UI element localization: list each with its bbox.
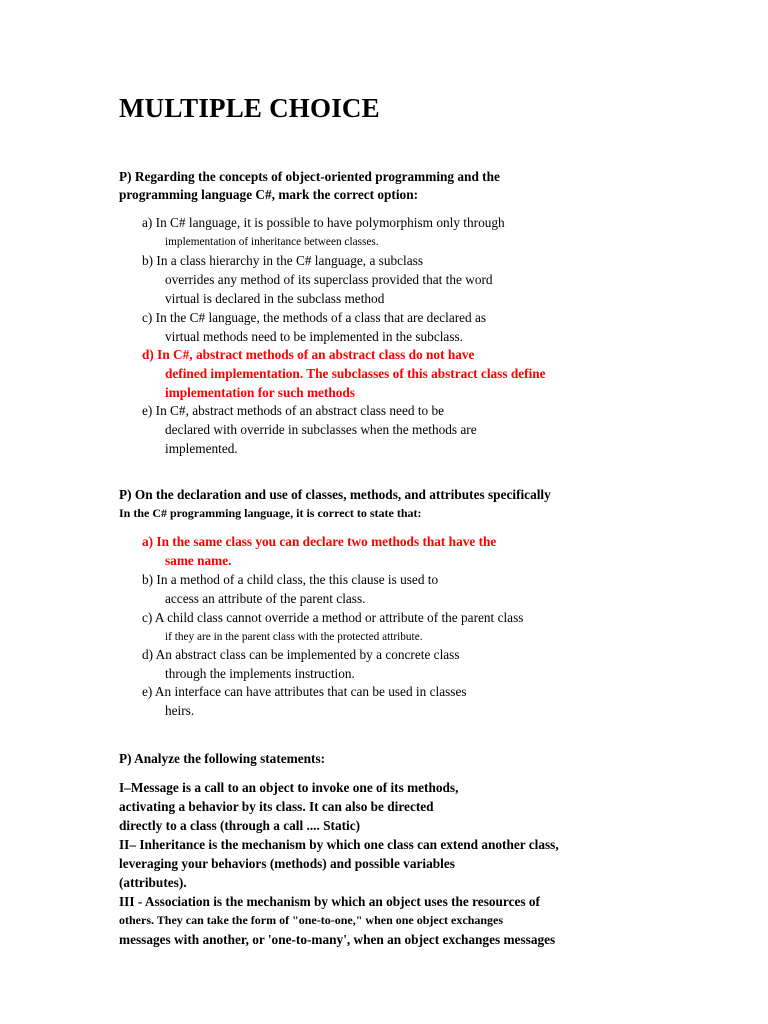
question-2-prompt-line: P) On the declaration and use of classes, methods, and attributes specifically <box>119 487 551 502</box>
question-2-prompt <box>119 486 551 522</box>
question-1-prompt-line: programming language C#, mark the correct option: <box>119 187 419 202</box>
option-text: b) In a method of a child class, the this clause is used to <box>142 572 439 587</box>
option-text: e) An interface can have attributes that can be used in classes <box>142 684 467 699</box>
question-2-option-a-correct <box>142 533 496 571</box>
question-1-option-c <box>142 309 486 347</box>
option-text: virtual is declared in the subclass method <box>165 290 385 306</box>
option-text: c) A child class cannot override a method or attribute of the parent class <box>142 610 524 625</box>
statement-line: directly to a class (through a call .... Static) <box>119 818 361 833</box>
option-text: d) In C#, abstract methods of an abstract class do not have <box>142 347 475 362</box>
option-text: overrides any method of its superclass provided that the word <box>165 271 493 287</box>
question-2-option-e <box>142 683 467 721</box>
statement-line: messages with another, or 'one-to-many', when an object exchanges messages <box>119 932 556 947</box>
option-text: declared with override in subclasses when the methods are <box>165 421 477 437</box>
option-text: a) In the same class you can declare two methods that have the <box>142 534 497 549</box>
option-text: implementation for such methods <box>165 384 355 400</box>
option-text: d) An abstract class can be implemented by a concrete class <box>142 647 460 662</box>
question-1-option-e <box>142 402 477 459</box>
question-1-option-b <box>142 252 493 309</box>
question-2-option-c <box>142 609 523 647</box>
option-text: same name. <box>165 552 232 568</box>
option-text: a) In C# language, it is possible to have polymorphism only through <box>142 215 505 230</box>
question-3-statements <box>119 778 559 949</box>
option-text: e) In C#, abstract methods of an abstract class need to be <box>142 403 445 418</box>
question-2-option-d <box>142 646 460 684</box>
statement-line: others. They can take the form of "one-to-one," when one object exchanges <box>119 913 504 927</box>
statement-line: II– Inheritance is the mechanism by which one class can extend another class, <box>119 837 559 852</box>
question-2-option-b <box>142 571 438 609</box>
option-text: through the implements instruction. <box>165 665 355 681</box>
statement-line: leveraging your behaviors (methods) and possible variables <box>119 856 455 871</box>
option-text: c) In the C# language, the methods of a class that are declared as <box>142 310 487 325</box>
page-title: MULTIPLE CHOICE <box>119 93 380 123</box>
option-text: implemented. <box>165 440 238 456</box>
option-text: virtual methods need to be implemented in the subclass. <box>165 328 464 344</box>
question-1-option-a <box>142 214 505 252</box>
option-text: b) In a class hierarchy in the C# language, a subclass <box>142 253 423 268</box>
option-text: access an attribute of the parent class. <box>165 590 366 606</box>
question-1-prompt-line: P) Regarding the concepts of object-oriented programming and the <box>119 169 500 184</box>
question-3-prompt: P) Analyze the following statements: <box>119 751 326 766</box>
question-1-option-d-correct <box>142 346 546 403</box>
option-text: if they are in the parent class with the protected attribute. <box>165 630 423 643</box>
statement-line: activating a behavior by its class. It can also be directed <box>119 799 434 814</box>
option-text: defined implementation. The subclasses of this abstract class define <box>165 365 546 381</box>
question-2-prompt-line: In the C# programming language, it is correct to state that: <box>119 506 422 520</box>
question-1-prompt <box>119 168 500 204</box>
statement-line: I–Message is a call to an object to invoke one of its methods, <box>119 780 459 795</box>
option-text: implementation of inheritance between classes. <box>165 235 379 248</box>
statement-line: (attributes). <box>119 875 187 890</box>
option-text: heirs. <box>165 702 195 718</box>
statement-line: III - Association is the mechanism by which an object uses the resources of <box>119 894 540 909</box>
